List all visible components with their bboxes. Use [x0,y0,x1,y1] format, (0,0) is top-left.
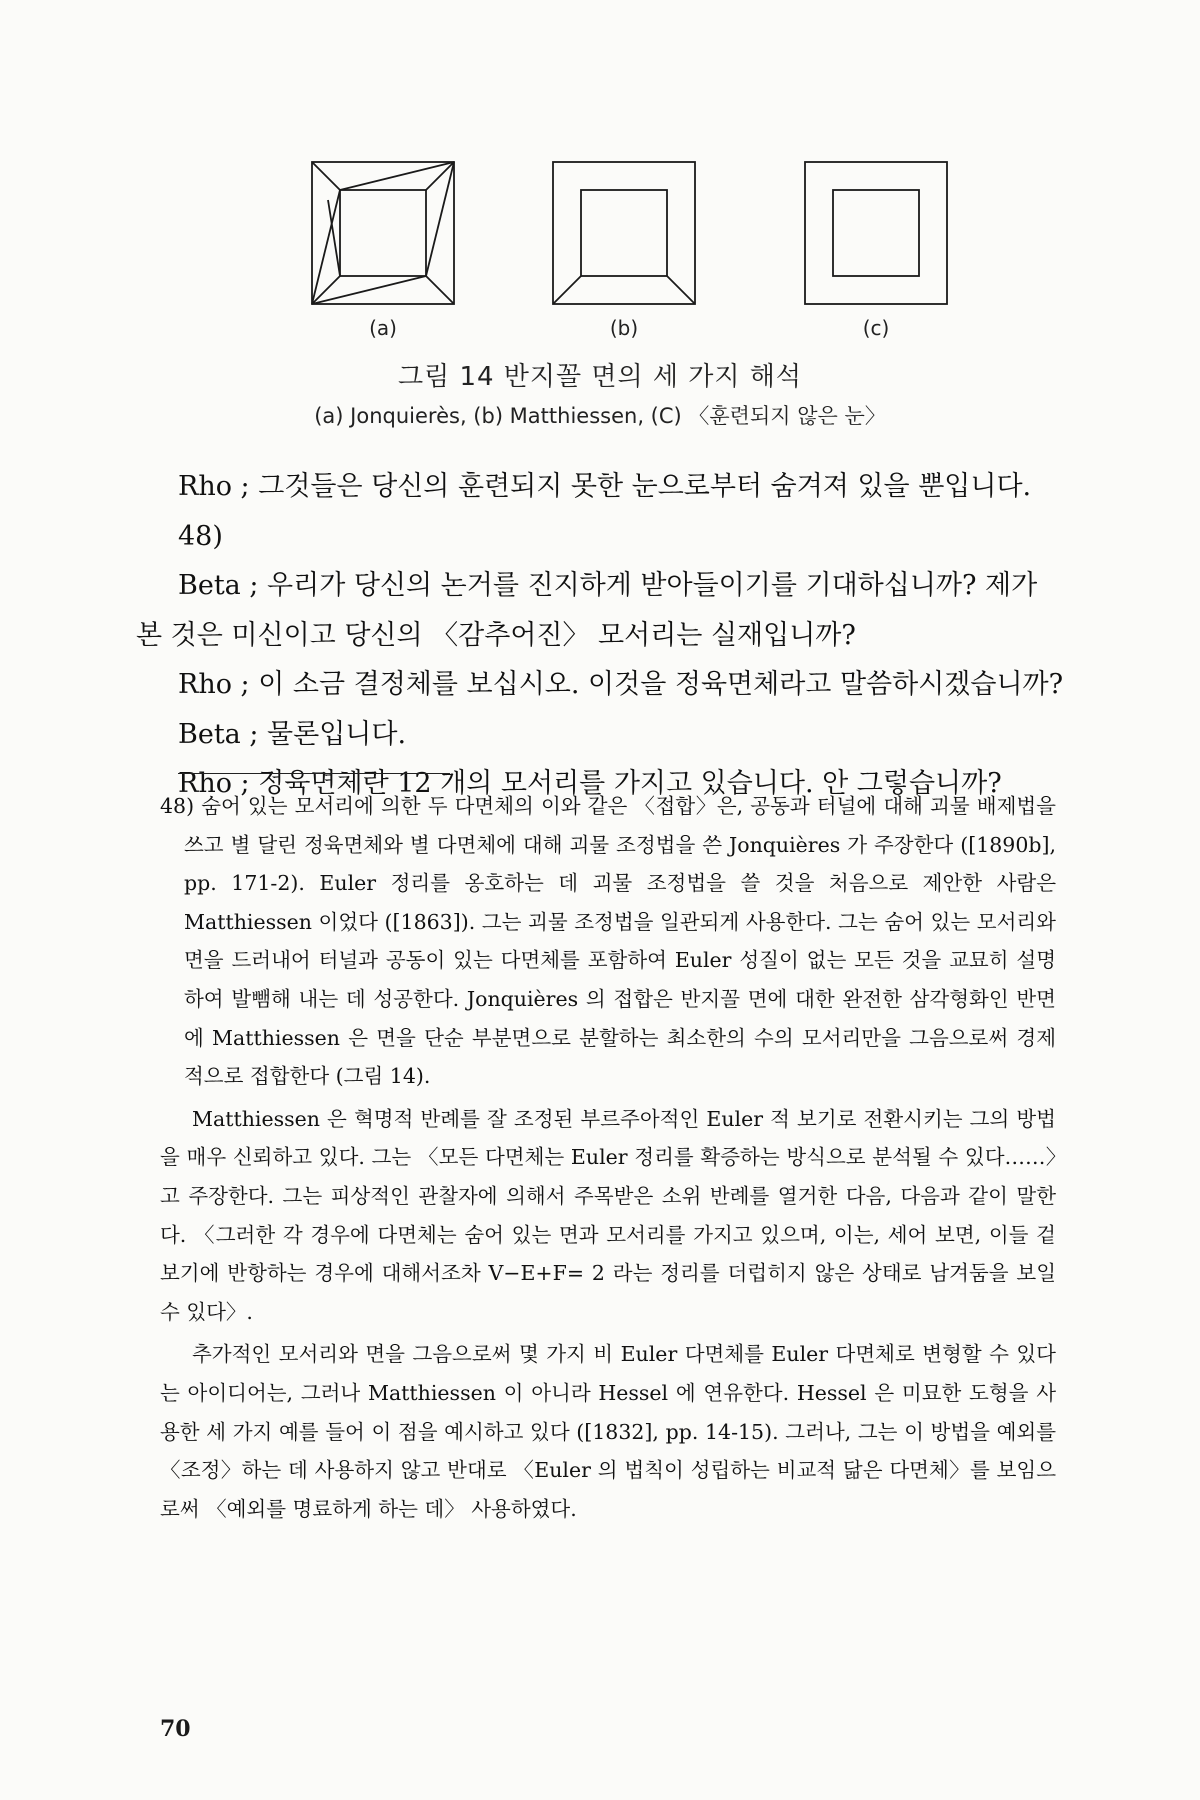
figure-c-drawing [803,160,949,306]
footnote-divider [178,773,450,774]
dialogue-line: Rho ; 이 소금 결정체를 보십시오. 이것을 정육면체라고 말씀하시겠습니까? [178,669,1064,700]
dialogue-line: Beta ; 물론입니다. [178,718,407,750]
page-number: 70 [160,1716,191,1742]
footnote-48: 48) 숨어 있는 모서리에 의한 두 다면체의 이와 같은 〈접합〉은, 공동과 터널에 대해 괴물 배제법을 쓰고 별 달린 정육면체와 별 다면체에 대해 괴물 조정법을 쓴 Jonquières 가 주장한다 ([1890b], pp. 171-2). Euler 정리를 옹호하는 데 괴물 조정법을 쓸 것을 처음으로 제안한 사람은 Matthiessen 이었다 ([1863]). 그는 괴물 조정법을 일관되게 사용한다. 그는 숨어 있는 모서리와 면을 드러내어 터널과 공동이 있는 다면체를 포함하여 Euler 성질이 없는 모든 것을 교묘히 설명하여 발뺌해 내는 데 성공한다. Jonquières 의 접합은 반지꼴 면에 대한 완전한 삼각형화인 반면에 Matthiessen 은 면을 단순 부분면으로 분할하는 최소한의 수의 모서리만을 그음으로써 경제적으로 접합한다 (그림 14). [160,794,1056,1089]
footnote-section [160,787,1056,1528]
footnote-paragraph: Matthiessen 은 혁명적 반례를 잘 조정된 부르주아적인 Euler 적 보기로 전환시키는 그의 방법을 매우 신뢰하고 있다. 그는 〈모든 다면체는 Euler 정리를 확증하는 방식으로 분석될 수 있다……〉고 주장한다. 그는 피상적인 관찰자에 의해서 주목받은 소위 반례를 열거한 다음, 다음과 같이 말한다. 〈그러한 각 경우에 다면체는 숨어 있는 면과 모서리를 가지고 있으며, 이는, 세어 보면, 이들 겉보기에 반항하는 경우에 대해서조차 V−E+F= 2 라는 정리를 더럽히지 않은 상태로 남겨둠을 보일 수 있다〉. [160,1106,1056,1324]
figure-14 [0,160,1200,360]
footnote-paragraph: 추가적인 모서리와 면을 그음으로써 몇 가지 비 Euler 다면체를 Euler 다면체로 변형할 수 있다는 아이디어는, 그러나 Matthiessen 이 아니라 Hessel 에 연유한다. Hessel 은 미묘한 도형을 사용한 세 가지 예를 들어 이 점을 예시하고 있다 ([1832], pp. 14-15). 그러나, 그는 이 방법을 예외를 〈조정〉하는 데 사용하지 않고 반대로 〈Euler 의 법칙이 성립하는 비교적 닮은 다면체〉를 보임으로써 〈예외를 명료하게 하는 데〉 사용하였다. [160,1342,1056,1521]
figure-b-ring-with-edges [551,160,697,306]
figure-c-label: (c) [862,316,890,340]
dialogue-line: Beta ; 우리가 당신의 논거를 진지하게 받아들이기를 기대하십니까? 제가 본 것은 미신이고 당신의 〈감추어진〉 모서리는 실재입니까? [136,570,1038,651]
figure-c-plain-ring [803,160,949,306]
figure-b-label: (b) [609,316,639,340]
dialogue-line: Rho ; 정육면체란 12 개의 모서리를 가지고 있습니다. 안 그렇습니까? [178,768,1002,799]
dialogue-line: Rho ; 그것들은 당신의 훈련되지 못한 눈으로부터 숨겨져 있을 뿐입니다. 48) [178,471,1032,552]
dialogue-block [136,462,1066,809]
figure-caption-title: 그림 14 반지꼴 면의 세 가지 해석 [397,362,803,392]
figure-a-drawing [310,160,456,306]
figure-a-label: (a) [369,316,397,340]
figure-a-triangulated-ring [310,160,456,306]
figure-b-drawing [551,160,697,306]
figure-caption-subtitle: (a) Jonquierès, (b) Matthiessen, (C) 〈훈련되지 않은 눈〉 [314,404,886,428]
